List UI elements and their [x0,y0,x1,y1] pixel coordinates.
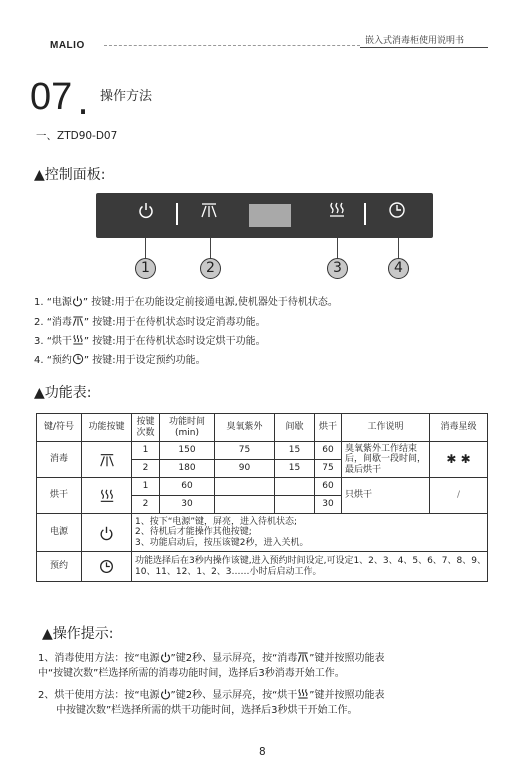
power-icon [82,514,132,552]
tip-disinfect-line2: 中“按键次数”栏选择所需的消毒功能时间，选择后3秒消毒开始工作。 [38,668,345,679]
brand-logo: MALIO [50,40,85,51]
cell: 1 [132,478,160,496]
display-screen [249,204,291,227]
callout-2: 2 [200,258,221,279]
cell [275,496,315,514]
power-icon [160,688,171,700]
cell: 60 [160,478,215,496]
control-panel [96,193,433,238]
star-rating: ✱ ✱ [430,442,488,478]
col-header-time: 功能时间 (min) [160,414,215,442]
col-header-stars: 消毒星级 [430,414,488,442]
callout-leader [210,238,211,258]
power-icon [72,295,83,307]
section-number: 07 [30,76,73,118]
cell: 150 [160,442,215,460]
header-dashed-rule [104,45,360,46]
tip-dry-line2: 中按键次数”栏选择所需的烘干功能时间，选择后3秒烘干开始工作。 [56,705,358,716]
table-row [37,552,488,582]
table-heading: ▲功能表: [34,385,92,401]
col-header-ozone: 臭氧紫外 [215,414,275,442]
cell: 2 [132,460,160,478]
col-header-dry: 烘干 [315,414,342,442]
col-header-presses: 按键 次数 [132,414,160,442]
header-rule [360,47,488,48]
panel-separator [176,203,178,225]
cell: 1 [132,442,160,460]
cell: 30 [160,496,215,514]
cell: 60 [315,478,342,496]
power-icon [160,651,171,663]
cell: 2 [132,496,160,514]
panel-heading: ▲控制面板: [34,167,106,183]
cell: 30 [315,496,342,514]
table-row [37,514,488,552]
schedule-description: 功能选择后在3秒内操作该键,进入预约时间设定,可设定1、2、3、4、5、6、7、8、9、10、11、12、1、2、3……小时后启动工作。 [132,552,488,582]
row-label-schedule: 预约 [37,552,82,582]
callout-leader [145,238,146,258]
desc-schedule: 4. “预约 ” 按键:用于设定预约功能。 [34,355,206,366]
cell: 15 [275,442,315,460]
callout-3: 3 [327,258,348,279]
tips-heading: ▲操作提示: [42,626,114,642]
power-icon[interactable] [138,201,154,219]
function-table [36,413,488,582]
clock-icon [72,353,84,365]
callout-1: 1 [135,258,156,279]
disinfect-icon [297,651,309,663]
disinfect-icon[interactable] [200,201,218,219]
table-header-row [37,414,488,442]
cell: 75 [315,460,342,478]
power-description: 1、按下“电源”键，屏亮，进入待机状态; 2、待机后才能操作其他按键; 3、功能启动后，按压该键2秒，进入关机。 [132,514,488,552]
page-number: 8 [259,746,266,758]
desc-dry: 3. “烘干 ” 按键:用于在待机状态时设定烘干功能。 [34,336,266,347]
dry-icon[interactable] [328,201,346,219]
cell: 180 [160,460,215,478]
col-header-button: 功能按键 [82,414,132,442]
cell [215,496,275,514]
col-header-key: 键/符号 [37,414,82,442]
disinfect-icon [82,442,132,478]
dry-icon [72,334,84,346]
table-row [37,478,488,496]
cell: 90 [215,460,275,478]
tip-disinfect-line1: 1、消毒使用方法：按“电源 ”键2秒、显示屏亮，按“消毒 ”键并按照功能表 [38,653,385,664]
table-row [37,442,488,460]
callout-4: 4 [388,258,409,279]
cell [275,478,315,496]
cell: 75 [215,442,275,460]
clock-icon[interactable] [388,201,406,219]
row-label-disinfect: 消毒 [37,442,82,478]
clock-icon [82,552,132,582]
section-dot: . [77,79,90,123]
callout-leader [398,238,399,258]
section-title: 操作方法 [100,89,153,104]
desc-disinfect: 2. “消毒 ” 按键:用于在待机状态时设定消毒功能。 [34,317,266,328]
model-label: 一、ZTD90-D07 [36,130,118,142]
disinfect-icon [72,315,84,327]
panel-separator [364,203,366,225]
callout-leader [337,238,338,258]
row-label-power: 电源 [37,514,82,552]
tip-dry-line1: 2、烘干使用方法：按“电源 ”键2秒、显示屏亮，按“烘干 ”键并按照功能表 [38,690,385,701]
dry-icon [82,478,132,514]
desc-power: 1. “电源 ” 按键:用于在功能设定前接通电源,使机器处于待机状态。 [34,297,338,308]
cell: 15 [275,460,315,478]
dry-icon [297,688,309,700]
cell: 60 [315,442,342,460]
col-header-note: 工作说明 [342,414,430,442]
cell [215,478,275,496]
manual-title: 嵌入式消毒柜使用说明书 [365,36,465,46]
col-header-interval: 间歇 [275,414,315,442]
row-label-dry: 烘干 [37,478,82,514]
work-note: 臭氧紫外工作结束后，间歇一段时间，最后烘干 [342,442,430,478]
work-note: 只烘干 [342,478,430,514]
star-rating: / [430,478,488,514]
